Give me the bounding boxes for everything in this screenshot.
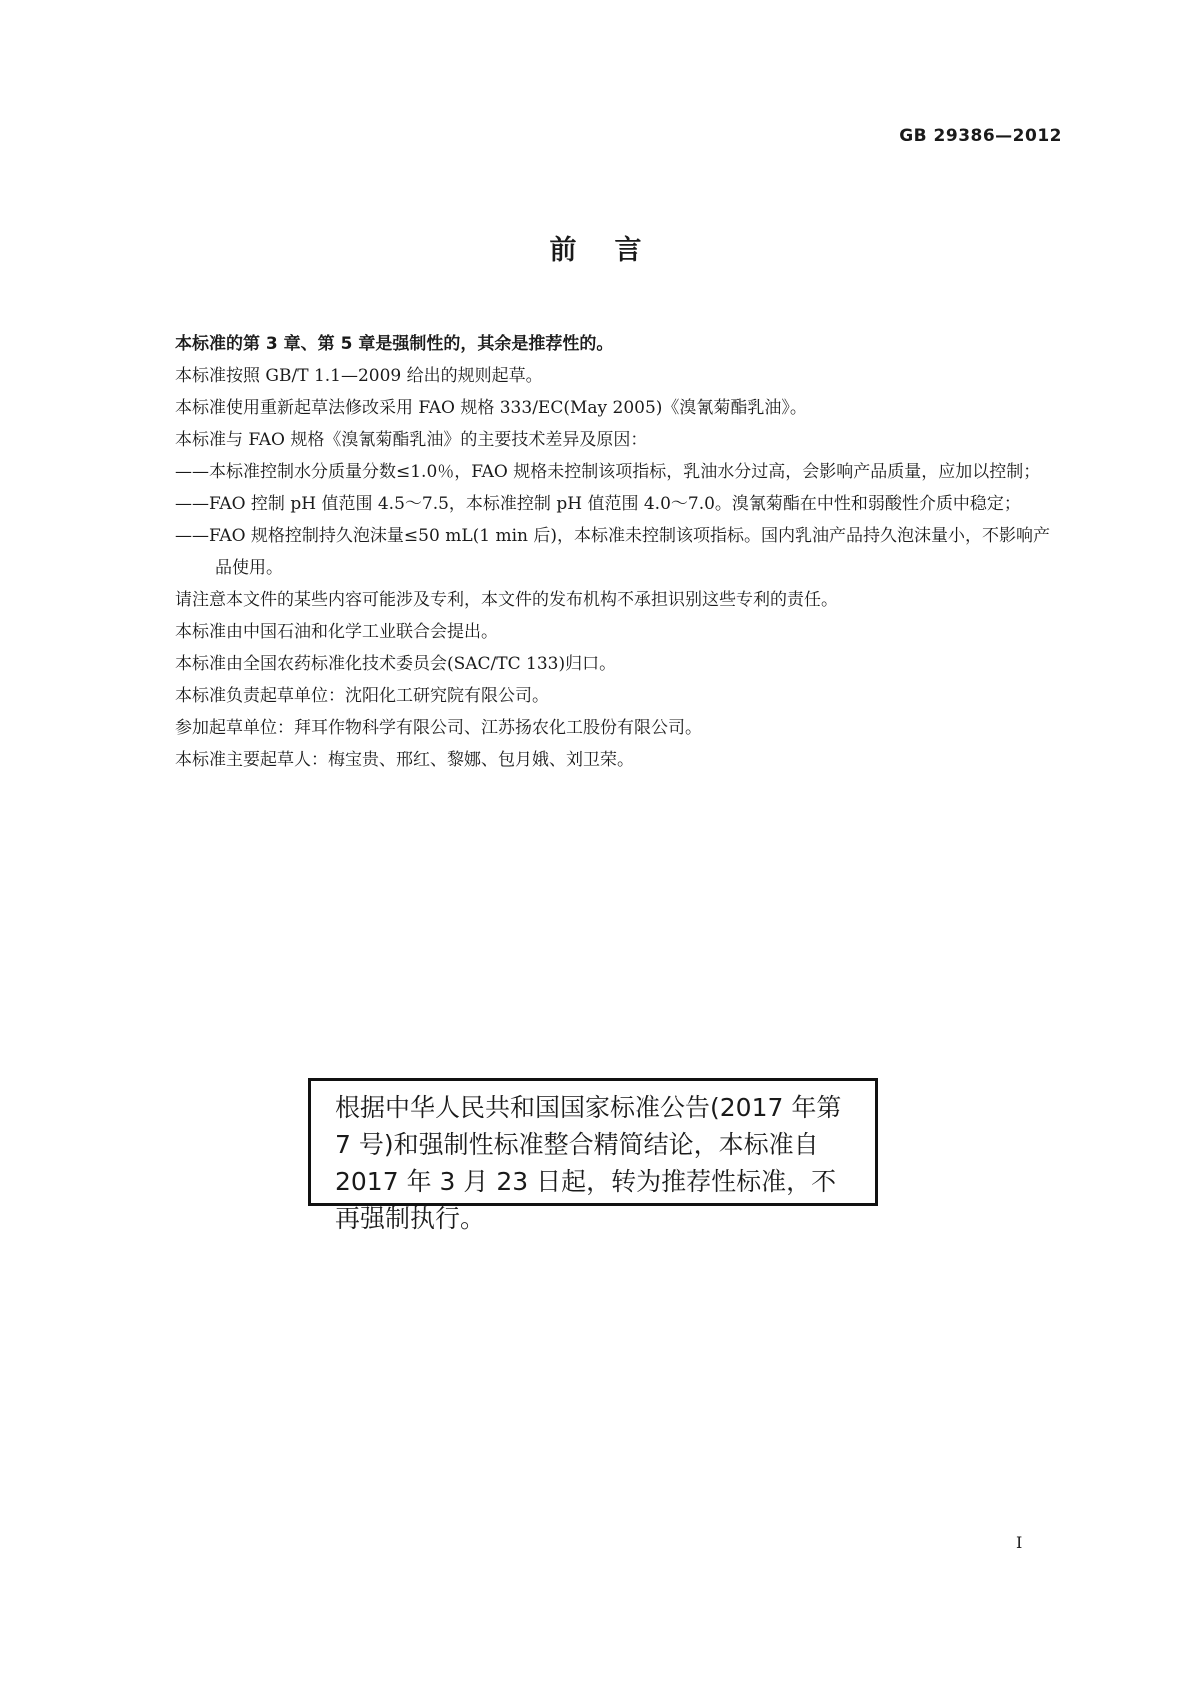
paragraph-drafters: 本标准主要起草人：梅宝贵、邢红、黎娜、包月娥、刘卫荣。 [175,750,634,770]
paragraph-lead-drafter: 本标准负责起草单位：沈阳化工研究院有限公司。 [175,686,549,706]
paragraph-differences-intro: 本标准与 FAO 规格《溴氰菊酯乳油》的主要技术差异及原因： [175,430,648,450]
page-title: 前言 [549,235,680,266]
paragraph-participating-units: 参加起草单位：拜耳作物科学有限公司、江苏扬农化工股份有限公司。 [175,718,702,738]
difference-item-water: ——本标准控制水分质量分数≤1.0％，FAO 规格未控制该项指标，乳油水分过高，会影响产品质量，应加以控制； [175,462,1041,482]
foreword-body [175,328,1063,776]
paragraph-mandatory-chapters: 本标准的第 3 章、第 5 章是强制性的，其余是推荐性的。 [175,334,614,354]
paragraph-adoption: 本标准使用重新起草法修改采用 FAO 规格 333/EC(May 2005)《溴氰菊酯乳油》。 [175,398,807,418]
page-number: I [1016,1533,1023,1552]
standard-code: GB 29386—2012 [899,126,1062,146]
paragraph-patent-notice: 请注意本文件的某些内容可能涉及专利，本文件的发布机构不承担识别这些专利的责任。 [175,590,838,610]
paragraph-drafting-rules: 本标准按照 GB/T 1.1—2009 给出的规则起草。 [175,366,543,386]
paragraph-proposer: 本标准由中国石油和化学工业联合会提出。 [175,622,498,642]
difference-item-ph: ——FAO 控制 pH 值范围 4.5～7.5，本标准控制 pH 值范围 4.0～7.0。溴氰菊酯在中性和弱酸性介质中稳定； [175,494,1021,514]
difference-item-foam: ——FAO 规格控制持久泡沫量≤50 mL(1 min 后)，本标准未控制该项指标。国内乳油产品持久泡沫量小，不影响产品使用。 [175,526,1051,578]
status-notice-box: 根据中华人民共和国国家标准公告(2017 年第 7 号)和强制性标准整合精简结论，本标准自 2017 年 3 月 23 日起，转为推荐性标准，不再强制执行。 [308,1078,878,1206]
paragraph-committee: 本标准由全国农药标准化技术委员会(SAC/TC 133)归口。 [175,654,617,674]
